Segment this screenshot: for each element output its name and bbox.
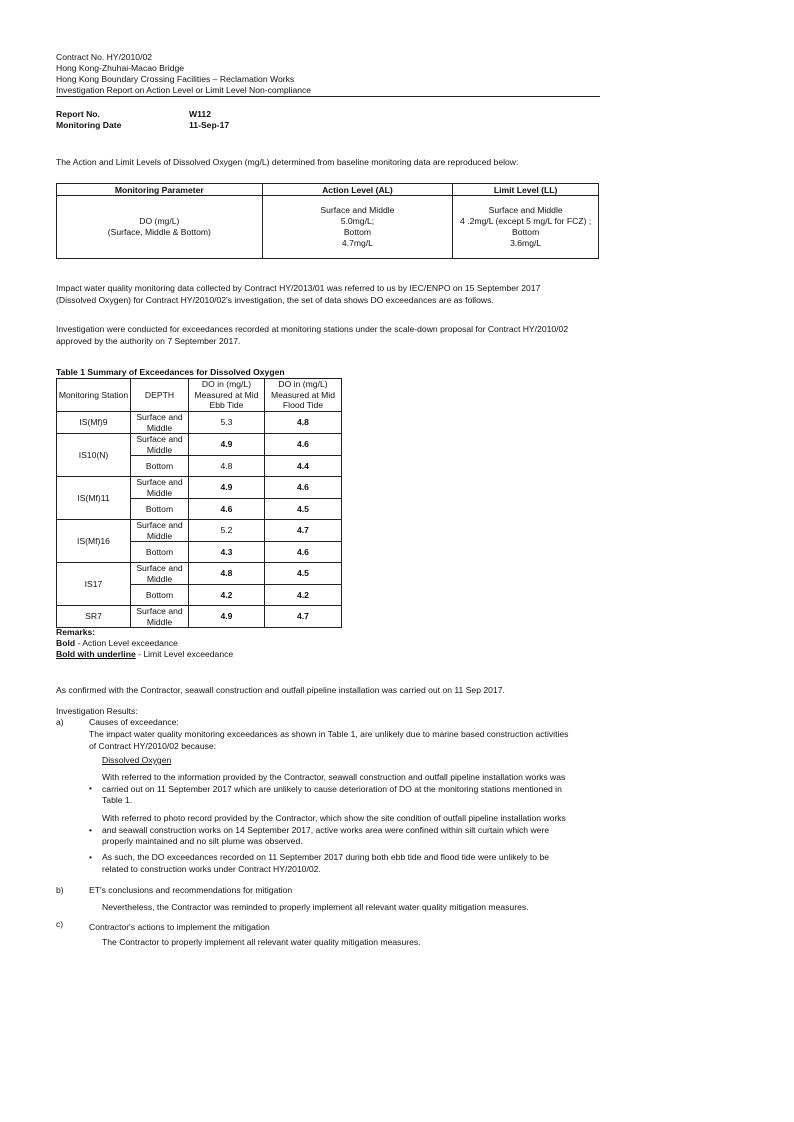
paragraph-line: The impact water quality monitoring exceedances as shown in Table 1, are unlikely due to marine based construction activities — [89, 729, 569, 739]
project-subtitle: Hong Kong Boundary Crossing Facilities – Reclamation Works — [56, 74, 295, 84]
action-bottom-value: 4.7mg/L — [341, 238, 373, 248]
paragraph-line: related to construction works under Contract HY/2010/02. — [102, 863, 321, 874]
remark-bold-underline-text: - Limit Level exceedance — [135, 649, 234, 659]
ebb-tide-value: 4.9 — [189, 477, 265, 499]
paragraph-line: of Contract HY/2010/02 because: — [89, 740, 217, 751]
flood-tide-value: 4.7 — [265, 520, 342, 542]
depth-cell: Bottom — [131, 456, 189, 477]
depth-cell: Surface and Middle — [131, 434, 189, 456]
parameter-depths: (Surface, Middle & Bottom) — [107, 227, 211, 237]
item-c-text: The Contractor to properly implement all relevant water quality mitigation measures. — [102, 937, 421, 947]
depth-cell: Surface and Middle — [131, 412, 189, 434]
header-flood-tide: DO in (mg/L) Measured at Mid Flood Tide — [265, 379, 342, 412]
flood-tide-value: 4.6 — [265, 434, 342, 456]
paragraph-line: and seawall construction works on 14 September 2017, active works area were confined within silt curtain which were — [102, 824, 550, 835]
remark-bold-text: - Action Level exceedance — [75, 638, 178, 648]
limit-bottom-value: 3.6mg/L — [510, 238, 542, 248]
depth-cell: Bottom — [131, 585, 189, 606]
report-no-label: Report No. — [56, 109, 100, 119]
header-monitoring-parameter: Monitoring Parameter — [57, 184, 263, 196]
limit-surface-label: Surface and Middle — [488, 205, 563, 215]
flood-tide-value: 4.2 — [265, 585, 342, 606]
summary-header-row — [57, 379, 342, 412]
flood-tide-value: 4.4 — [265, 456, 342, 477]
investigation-scope-paragraph — [56, 324, 568, 347]
ebb-tide-value: 4.6 — [189, 499, 265, 520]
flood-tide-value: 4.5 — [265, 499, 342, 520]
monitoring-date-label: Monitoring Date — [56, 120, 122, 130]
report-type: Investigation Report on Action Level or Limit Level Non-compliance — [56, 85, 312, 95]
report-no-value: W112 — [189, 109, 211, 119]
station-cell: IS(Mf)16 — [57, 520, 131, 563]
paragraph-line: carried out on 11 September 2017 which are unlikely to cause deterioration of DO at the monitoring stations mentioned in — [102, 783, 562, 794]
depth-cell: Surface and Middle — [131, 520, 189, 542]
item-b-heading: ET's conclusions and recommendations for mitigation — [89, 885, 293, 895]
dissolved-oxygen-heading: Dissolved Oxygen — [102, 755, 172, 765]
table-row — [57, 477, 342, 499]
ebb-tide-value: 4.3 — [189, 542, 265, 563]
summary-table-title: Table 1 Summary of Exceedances for Dissolved Oxygen — [56, 367, 285, 377]
bullet-2-text — [102, 813, 566, 848]
intro-text: The Action and Limit Levels of Dissolved Oxygen (mg/L) determined from baseline monitoring data are reproduced below: — [56, 157, 519, 167]
paragraph-line: Impact water quality monitoring data collected by Contract HY/2013/01 was referred to us by IEC/ENPO on 15 September 2017 — [56, 283, 541, 293]
action-level-cell — [262, 196, 453, 259]
table-row — [57, 412, 342, 434]
levels-data-row — [57, 196, 599, 259]
flood-tide-value: 4.5 — [265, 563, 342, 585]
parameter-name: DO (mg/L) — [139, 216, 180, 226]
paragraph-line: With referred to the information provided by the Contractor, seawall construction and outfall pipeline installation works was — [102, 772, 566, 782]
header-ebb-tide: DO in (mg/L) Measured at Mid Ebb Tide — [189, 379, 265, 412]
flood-tide-value: 4.8 — [265, 412, 342, 434]
summary-table — [56, 378, 342, 628]
header-limit-level: Limit Level (LL) — [453, 184, 599, 196]
bullet-1-text — [102, 772, 565, 807]
item-a-marker: a) — [56, 717, 64, 727]
monitoring-date-value: 11-Sep-17 — [189, 120, 230, 130]
limit-level-cell — [453, 196, 599, 259]
action-bottom-label: Bottom — [343, 227, 372, 237]
item-a-heading: Causes of exceedance: — [89, 717, 179, 727]
bullet-3-text — [102, 852, 549, 875]
station-cell: IS(Mf)9 — [57, 412, 131, 434]
header-action-level: Action Level (AL) — [262, 184, 453, 196]
depth-cell: Surface and Middle — [131, 563, 189, 585]
bullet-icon: • — [89, 783, 93, 793]
results-title: Investigation Results: — [56, 706, 138, 716]
table-row — [57, 434, 342, 456]
remark-limit-level — [56, 649, 233, 659]
paragraph-line: properly maintained and no silt plume was observed. — [102, 836, 303, 846]
table-row — [57, 563, 342, 585]
contractor-confirmation: As confirmed with the Contractor, seawall construction and outfall pipeline installation was carried out on 11 Sep 2017. — [56, 685, 505, 695]
bullet-icon: • — [89, 825, 93, 835]
project-name: Hong Kong-Zhuhai-Macao Bridge — [56, 63, 185, 73]
levels-table — [56, 183, 599, 259]
ebb-tide-value: 4.2 — [189, 585, 265, 606]
contract-no: Contract No. HY/2010/02 — [56, 52, 153, 62]
paragraph-line: As such, the DO exceedances recorded on 11 September 2017 during both ebb tide and flood tide were unlikely to be — [102, 852, 550, 862]
item-a-text — [89, 729, 568, 752]
header-divider — [56, 96, 600, 97]
paragraph-line: approved by the authority on 7 September 2017. — [56, 335, 241, 346]
station-cell: IS10(N) — [57, 434, 131, 477]
remark-bold-label: Bold — [56, 638, 76, 648]
limit-bottom-label: Bottom — [512, 227, 540, 237]
bullet-icon: • — [89, 852, 93, 862]
station-cell: IS(Mf)11 — [57, 477, 131, 520]
levels-header-row — [57, 184, 599, 196]
header-station: Monitoring Station — [57, 379, 131, 412]
item-b-text: Nevertheless, the Contractor was reminded to properly implement all relevant water quality mitigation measures. — [102, 902, 529, 912]
flood-tide-value: 4.6 — [265, 477, 342, 499]
paragraph-line: (Dissolved Oxygen) for Contract HY/2010/02's investigation, the set of data shows DO exceedances are as follows. — [56, 294, 494, 305]
header-depth: DEPTH — [131, 379, 189, 412]
depth-cell: Bottom — [131, 499, 189, 520]
data-source-paragraph — [56, 283, 540, 306]
table-row — [57, 606, 342, 628]
flood-tide-value: 4.6 — [265, 542, 342, 563]
item-b-marker: b) — [56, 885, 64, 895]
item-c-marker: c) — [56, 919, 64, 929]
depth-cell: Surface and Middle — [131, 477, 189, 499]
ebb-tide-value: 4.8 — [189, 563, 265, 585]
remarks-title: Remarks: — [56, 627, 96, 637]
table-row — [57, 520, 342, 542]
action-surface-label: Surface and Middle — [320, 205, 395, 215]
limit-surface-value: 4 .2mg/L (except 5 mg/L for FCZ) ; — [460, 216, 592, 226]
ebb-tide-value: 4.9 — [189, 606, 265, 628]
ebb-tide-value: 5.2 — [189, 520, 265, 542]
station-cell: SR7 — [57, 606, 131, 628]
paragraph-line: With referred to photo record provided by the Contractor, which show the site condition of outfall pipeline installation works — [102, 813, 566, 823]
ebb-tide-value: 4.9 — [189, 434, 265, 456]
item-c-heading: Contractor's actions to implement the mitigation — [89, 922, 270, 932]
paragraph-line: Table 1. — [102, 795, 133, 805]
remark-action-level — [56, 638, 178, 648]
remark-bold-underline-label: Bold with underline — [56, 649, 136, 659]
ebb-tide-value: 4.8 — [189, 456, 265, 477]
station-cell: IS17 — [57, 563, 131, 606]
parameter-cell — [57, 196, 263, 259]
paragraph-line: Investigation were conducted for exceedances recorded at monitoring stations under the scale-down proposal for Contract HY/2010/02 — [56, 324, 569, 334]
flood-tide-value: 4.7 — [265, 606, 342, 628]
depth-cell: Bottom — [131, 542, 189, 563]
action-surface-value: 5.0mg/L; — [340, 216, 375, 226]
depth-cell: Surface and Middle — [131, 606, 189, 628]
ebb-tide-value: 5.3 — [189, 412, 265, 434]
